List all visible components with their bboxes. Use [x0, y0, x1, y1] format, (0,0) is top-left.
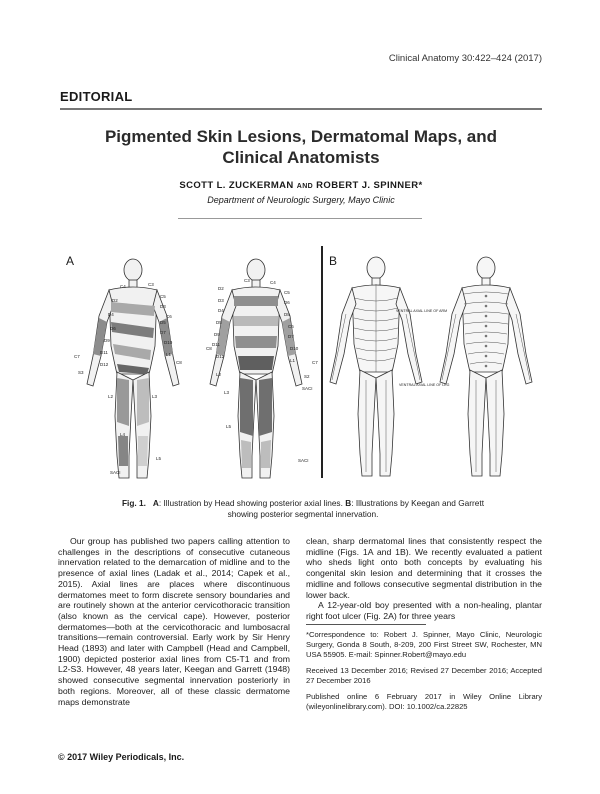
- front-label-d11-12: D11: [100, 350, 108, 355]
- ventral-axial-arm-label: VENTRAL AXIAL LINE OF ARM: [396, 309, 448, 313]
- caption-b-key: B: [345, 498, 352, 508]
- back-label-d6-5: D6: [284, 300, 290, 305]
- head-front-figure: [87, 259, 179, 478]
- back-label-l5-22: L5: [226, 424, 232, 429]
- front-label-c5-2: C5: [160, 294, 166, 299]
- body-paragraph-2: clean, sharp dermatomal lines that consistently respect the midline (Figs. 1A and 1B). We recently evaluated a patient who sheds light onto both concepts by evaluating his congenital skin lesion and determining that it crosses the midline and follows consecutive segmental distribution in the lower back.: [306, 536, 542, 600]
- panel-a-label: A: [66, 254, 75, 268]
- front-label-d10-11: D10: [164, 340, 173, 345]
- section-label: EDITORIAL: [60, 89, 133, 104]
- front-label-c8-17: C8: [176, 360, 182, 365]
- back-label-c3-0: C3: [244, 278, 250, 283]
- front-label-c4-0: C4: [120, 284, 126, 289]
- keegan-back-figure: [440, 257, 532, 476]
- body-paragraph-1: Our group has published two papers calling attention to challenges in the descriptions of consecutive cutaneous innervation related to the demarcation of midline and to the presence of axial lines (Ladak et al., 2014; Capek et al., 2015). Axial lines are places where discontinuous dermatomes meet to form discrete sensory boundaries and are routinely shown at the anterior cervicothoracic transition (also known as the cervical cape). However, posterior dermatomes—both at the cervicothoracic and lumbosacral transitions—remain controversial. Early work by Sir Henry Head (1893) and later with Campbell (Head and Campbell, 1900) depicted posterior axial lines from C5-T1 and from L2-S3. However, 48 years later, Keegan and Garrett (1948) showed consecutive segmental innervation posteriorly in both regions. Moreover, all of these classic dermatome maps demonstrate: [58, 536, 290, 707]
- body-column-left: [58, 536, 290, 707]
- figure-1: [56, 246, 546, 486]
- back-label-d11-12: D11: [212, 342, 220, 347]
- front-label-d3-4: D3: [160, 304, 166, 309]
- correspondence-note: *Correspondence to: Robert J. Spinner, Mayo Clinic, Neurologic Surgery, Gonda 8 South, 8-209, 200 First Street SW, Rochester, MN USA 55905. E-mail: Spinner.Robert@mayo.edu: [306, 630, 542, 659]
- article-title: [60, 126, 542, 168]
- front-label-c6-6: C6: [166, 314, 172, 319]
- front-label-d4-5: D4: [108, 312, 114, 317]
- section-rule: [60, 108, 542, 110]
- front-label-l2-18: L2: [108, 394, 114, 399]
- ventral-axial-leg-label: VENTRAL AXIAL LINE OF LEG: [399, 383, 450, 387]
- back-label-c4-1: C4: [270, 280, 276, 285]
- back-label-c8-17: C8: [206, 346, 212, 351]
- back-label-d8-7: D8: [284, 312, 290, 317]
- front-label-saci-21: SACI: [110, 470, 121, 475]
- back-label-c7-16: C7: [312, 360, 318, 365]
- copyright-notice: © 2017 Wiley Periodicals, Inc.: [58, 752, 185, 762]
- front-label-d2-3: D2: [112, 298, 118, 303]
- front-label-d5-7: D5: [160, 320, 166, 325]
- front-label-l3-19: L3: [152, 394, 158, 399]
- back-label-d4-6: D4: [218, 308, 224, 313]
- front-label-d6-8: D6: [110, 326, 116, 331]
- front-label-d7-9: D7: [160, 330, 166, 335]
- back-label-d2-2: D2: [218, 286, 224, 291]
- caption-b-text: : Illustrations by Keegan and Garrett showing posterior segmental innervation.: [227, 498, 485, 519]
- body-paragraph-3: A 12-year-old boy presented with a non-healing, plantar right foot ulcer (Fig. 2A) for three years: [306, 600, 542, 621]
- back-label-l1-15: L1: [290, 358, 296, 363]
- body-column-right: [306, 536, 542, 622]
- front-label-d9-10: D9: [104, 338, 110, 343]
- panel-b-label: B: [329, 254, 338, 268]
- front-label-c3-1: C3: [148, 282, 154, 287]
- front-label-d12-14: D12: [100, 362, 109, 367]
- title-rule: [178, 218, 422, 219]
- back-label-l2-18: L2: [216, 372, 222, 377]
- caption-label: Fig. 1.: [121, 498, 146, 508]
- front-label-l4-20: L4: [120, 432, 126, 437]
- published-note: Published online 6 February 2017 in Wiley Online Library (wileyonlinelibrary.com). DOI: 10.1002/ca.22825: [306, 692, 542, 711]
- back-label-d9-10: D9: [214, 332, 220, 337]
- footnote-rule: [306, 624, 426, 625]
- keegan-front-figure: [330, 257, 422, 476]
- title-line-2: Clinical Anatomists: [222, 148, 380, 167]
- back-label-saci-23: SACI: [298, 458, 309, 463]
- received-note: Received 13 December 2016; Revised 27 December 2016; Accepted 27 December 2016: [306, 666, 542, 685]
- author-line: [60, 180, 542, 191]
- back-label-d3-4: D3: [218, 298, 224, 303]
- back-label-d7-11: D7: [288, 334, 294, 339]
- back-label-l3-21: L3: [224, 390, 230, 395]
- back-label-d12-14: D12: [216, 354, 225, 359]
- footnotes: [306, 630, 542, 718]
- author-1: SCOTT L. ZUCKERMAN: [179, 180, 294, 191]
- back-label-d10-13: D10: [290, 346, 299, 351]
- back-label-c6-9: C6: [288, 324, 294, 329]
- figure-illustration: [56, 246, 546, 486]
- figure-divider: [321, 246, 323, 478]
- front-label-l1-13: L1: [166, 352, 172, 357]
- back-label-s2-19: S2: [304, 374, 310, 379]
- front-label-c7-16: C7: [74, 354, 80, 359]
- caption-a-text: : Illustration by Head showing posterior axial lines.: [158, 498, 343, 508]
- caption-a-key: A: [152, 498, 159, 508]
- title-line-1: Pigmented Skin Lesions, Dermatomal Maps, and: [104, 127, 498, 146]
- author-conjunction: AND: [296, 183, 314, 190]
- author-2: ROBERT J. SPINNER*: [316, 180, 423, 191]
- journal-reference: Clinical Anatomy 30:422–424 (2017): [388, 53, 542, 64]
- figure-caption: [120, 498, 486, 520]
- front-label-l5-22: L5: [156, 456, 162, 461]
- back-label-saci-20: SACI: [302, 386, 313, 391]
- affiliation: Department of Neurologic Surgery, Mayo Clinic: [207, 195, 395, 205]
- back-label-c5-3: C5: [284, 290, 290, 295]
- back-label-d5-8: D5: [216, 320, 222, 325]
- front-label-s3-15: S3: [78, 370, 84, 375]
